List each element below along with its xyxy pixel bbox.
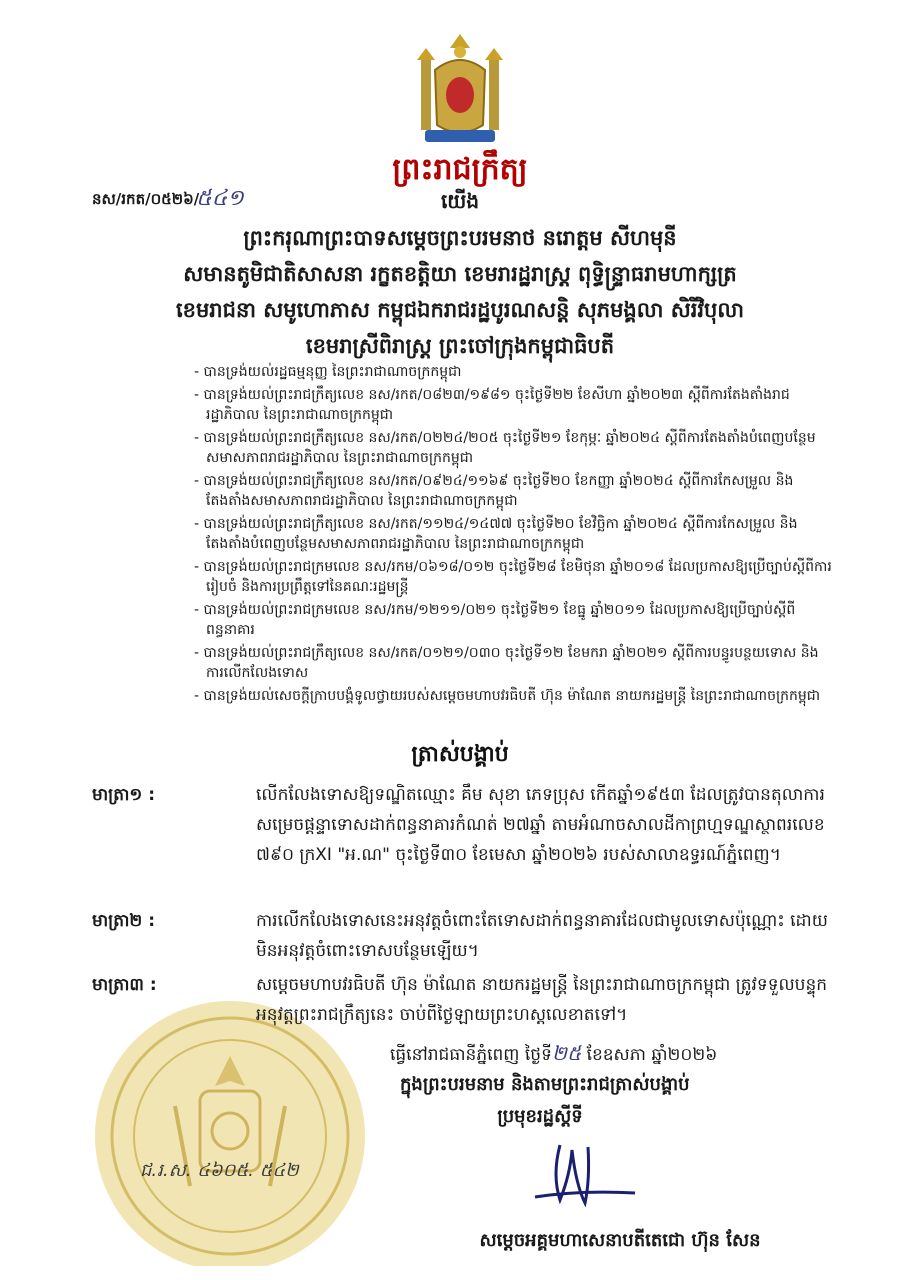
signer-name: សម្តេចអគ្គមហាសេនាបតីតេជោ ហ៊ុន សែន — [479, 1230, 761, 1251]
royal-title-line: សមានតូមិជាតិសាសនា រក្ខតខត្តិយា ខេមរារដ្ឋរាស្ត្រ ពុទ្ធិន្ទ្រាធរាមហាក្សត្រ — [183, 262, 737, 286]
signature-icon — [530, 1135, 640, 1215]
royal-title-block — [60, 220, 860, 364]
yeung-heading: យើង — [440, 189, 480, 213]
list-item: - បានទ្រង់យល់រដ្ឋធម្មនុញ្ញ នៃព្រះរាជាណាចក្រកម្ពុជា — [194, 364, 462, 380]
document-title: ព្រះរាជក្រឹត្យ — [392, 152, 528, 187]
article-2 — [92, 906, 832, 966]
list-item: - បានទ្រង់យល់ព្រះរាជក្រឹត្យលេខ នស/រកត/០២២៤/២០៥ ចុះថ្ងៃទី២១ ខែកុម្ភៈ ឆ្នាំ២០២៤ ស្តីពីការតែងតាំងបំពេញបន្ថែមសមាសភាពរាជរដ្ឋាភិបាល នៃព្រះរាជាណាចក្រកម្ពុជា — [194, 430, 816, 466]
list-item: - បានទ្រង់យល់ព្រះរាជក្រឹត្យលេខ នស/រកត/០១២១/០៣០ ចុះថ្ងៃទី១២ ខែមករា ឆ្នាំ២០២១ ស្តីពីការបន្ធូរបន្ថយទោស និងការលើកលែងទោស — [194, 645, 819, 681]
article-text: សម្តេចមហាបវរធិបតី ហ៊ុន ម៉ាណែត នាយករដ្ឋមន្ត្រី នៃព្រះរាជាណាចក្រកម្ពុជា ត្រូវទទួលបន្ទុកអនុវត្តព្រះរាជក្រឹត្យនេះ ចាប់ពីថ្ងៃឡាយព្រះហស្តលេខាតទៅ។ — [256, 975, 828, 1025]
list-item: - បានទ្រង់យល់ព្រះរាជក្រឹត្យលេខ នស/រកត/០៩២៤/១១៦៩ ចុះថ្ងៃទី២០ ខែកញ្ញា ឆ្នាំ២០២៤ ស្តីពីការកែសម្រួល និងតែងតាំងសមាសភាពរាជរដ្ឋាភិបាល នៃព្រះរាជាណាចក្រកម្ពុជា — [194, 473, 794, 509]
reference-number: នស/រកត/០៥២៦/ — [92, 190, 200, 208]
article-label: មាត្រា១ : — [92, 785, 156, 805]
list-item: - បានទ្រង់យល់ព្រះរាជក្រមលេខ នស/រកម/១២១១/០២១ ចុះថ្ងៃទី២១ ខែធ្នូ ឆ្នាំ២០១១ ដែលប្រកាសឱ្យប្រើច្បាប់ស្តីពីពន្ធនាគារ — [194, 602, 796, 638]
article-label: មាត្រា២ : — [92, 911, 156, 931]
reference-number-handwritten: ៥៤១ — [196, 186, 244, 211]
royal-title-line: ព្រះករុណាព្រះបាទសម្តេចព្រះបរមនាថ នរោត្តម សីហមុនី — [243, 226, 677, 250]
list-item: - បានទ្រង់យល់ព្រះរាជក្រឹត្យលេខ នស/រកត/០៨២៣/១៩៨១ ចុះថ្ងៃទី២២ ខែសីហា ឆ្នាំ២០២៣ ស្តីពីការតែងតាំងរាជរដ្ឋាភិបាល នៃព្រះរាជាណាចក្រកម្ពុជា — [194, 387, 790, 423]
by-royal-order: ក្នុងព្រះបរមនាម និងតាមព្រះរាជត្រាស់បង្គាប់ — [400, 1074, 690, 1095]
royal-title-line: ខេមរាជនា សមូហោភាស កម្ពុជឯករាជរដ្ឋបូរណសន្តិ សុភមង្គលា សិរីវិបុលា — [175, 298, 745, 322]
list-item: - បានទ្រង់យល់ព្រះរាជក្រឹត្យលេខ នស/រកត/១១២៤/១៤៧៧ ចុះថ្ងៃទី២០ ខែវិច្ឆិកា ឆ្នាំ២០២៤ ស្តីពីការកែសម្រួល និងតែងតាំងបំពេញបន្ថែមសមាសភាពរាជរដ្ឋាភិបាល នៃព្រះរាជាណាចក្រកម្ពុជា — [194, 516, 798, 552]
date-suffix: ខែឧសភា ឆ្នាំ២០២៦ — [581, 1045, 718, 1065]
date-prefix: ធ្វើនៅរាជធានីភ្នំពេញ ថ្ងៃទី — [390, 1045, 552, 1065]
article-1 — [92, 780, 832, 870]
acting-head-title: ប្រមុខរដ្ឋស្តីទី — [497, 1106, 583, 1127]
order-heading: ត្រាស់បង្គាប់ — [411, 742, 509, 767]
list-item: - បានទ្រង់យល់សេចក្តីក្រាបបង្គំទូលថ្វាយរបស់សម្តេចមហាបវរធិបតី ហ៊ុន ម៉ាណែត នាយករដ្ឋមន្ត្រី នៃព្រះរាជាណាចក្រកម្ពុជា — [194, 688, 821, 704]
article-text: លើកលែងទោសឱ្យទណ្ឌិតឈ្មោះ គឹម សុខា ភេទប្រុស កើតឆ្នាំ១៩៥៣ ដែលត្រូវបានតុលាការសម្រេចផ្តន្ទាទោសដាក់ពន្ធនាគារកំណត់ ២៧ឆ្នាំ តាមអំណាចសាលដីកាព្រហ្មទណ្ឌស្ថាពរលេខ ៧៩០ ក្រXI "អ.ណ" ចុះថ្ងៃទី៣០ ខែមេសា ឆ្នាំ២០២៦ របស់សាលាឧទ្ធរណ៍ភ្នំពេញ។ — [256, 785, 825, 865]
article-label: មាត្រា៣ : — [92, 975, 157, 995]
seal-handwritten-number: ជ.រ.ស. ៤៦០៥. ៥៤២ — [140, 1160, 299, 1181]
article-3 — [92, 970, 832, 1030]
date-line — [390, 1040, 717, 1070]
royal-emblem-icon — [405, 30, 515, 150]
date-day-handwritten: ២៥ — [551, 1041, 582, 1065]
list-item: - បានទ្រង់យល់ព្រះរាជក្រមលេខ នស/រកម/០៦១៨/០១២ ចុះថ្ងៃទី២៨ ខែមិថុនា ឆ្នាំ២០១៨ ដែលប្រកាសឱ្យប្រើច្បាប់ស្តីពីការរៀបចំ និងការប្រព្រឹត្តទៅនៃគណៈរដ្ឋមន្ត្រី — [194, 559, 832, 595]
considerations-list — [194, 362, 834, 709]
royal-title-line: ខេមរាស្រីពិរាស្ត្រ ព្រះចៅក្រុងកម្ពុជាធិបតី — [305, 334, 615, 358]
article-text: ការលើកលែងទោសនេះអនុវត្តចំពោះតែទោសដាក់ពន្ធនាគារដែលជាមូលទោសប៉ុណ្ណោះ ដោយមិនអនុវត្តចំពោះទោសបន្ថែមឡើយ។ — [256, 911, 828, 961]
